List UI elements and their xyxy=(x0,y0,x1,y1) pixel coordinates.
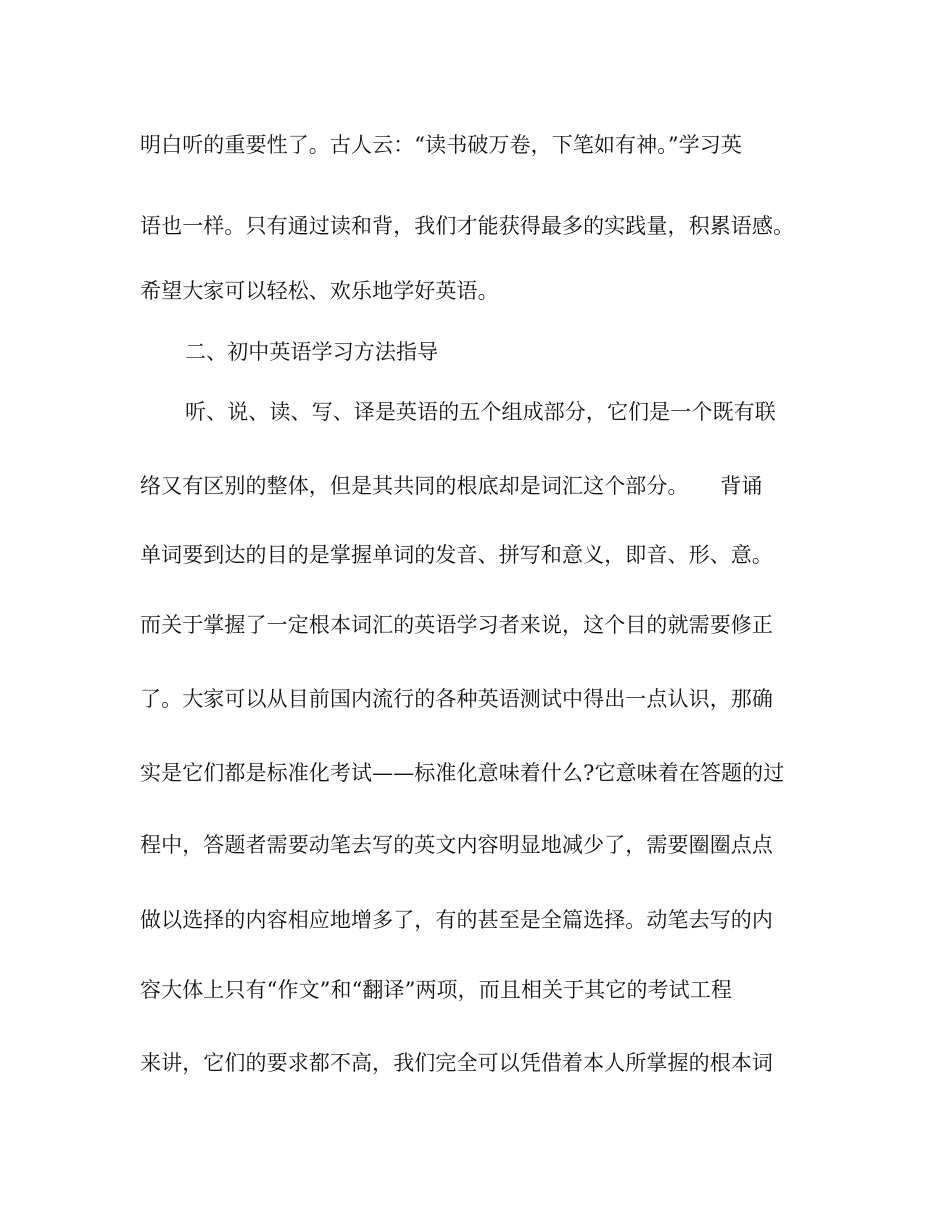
paragraph-line-12: 做以选择的内容相应地增多了，有的甚至是全篇选择。动笔去写的内 xyxy=(140,908,773,932)
paragraph-line-10: 实是它们都是标准化考试——标准化意味着什么?它意味着在答题的过 xyxy=(140,761,785,785)
paragraph-line-6: 络又有区别的整体，但是其共同的根底却是词汇这个部分。 背诵 xyxy=(140,474,763,498)
paragraph-line-13: 容大体上只有“作文”和“翻译”两项，而且相关于其它的考试工程 xyxy=(140,978,732,1002)
paragraph-line-3: 希望大家可以轻松、欢乐地学好英语。 xyxy=(140,279,499,303)
paragraph-line-2: 语也一样。只有通过读和背，我们才能获得最多的实践量，积累语感。 xyxy=(140,214,795,238)
paragraph-line-8: 而关于掌握了一定根本词汇的英语学习者来说，这个目的就需要修正 xyxy=(140,613,773,637)
paragraph-line-11: 程中，答题者需要动笔去写的英文内容明显地减少了，需要圈圈点点 xyxy=(140,833,773,857)
paragraph-line-5: 听、说、读、写、译是英语的五个组成部分，它们是一个既有联 xyxy=(185,400,776,424)
paragraph-line-14: 来讲，它们的要求都不高，我们完全可以凭借着本人所掌握的根本词 xyxy=(140,1051,773,1075)
section-heading: 二、初中英语学习方法指导 xyxy=(185,340,439,364)
paragraph-line-9: 了。大家可以从目前国内流行的各种英语测试中得出一点认识，那确 xyxy=(140,687,773,711)
paragraph-line-7: 单词要到达的目的是掌握单词的发音、拼写和意义，即音、形、意。 xyxy=(140,543,773,567)
paragraph-line-1: 明白听的重要性了。古人云：“读书破万卷，下笔如有神。”学习英 xyxy=(140,133,742,157)
